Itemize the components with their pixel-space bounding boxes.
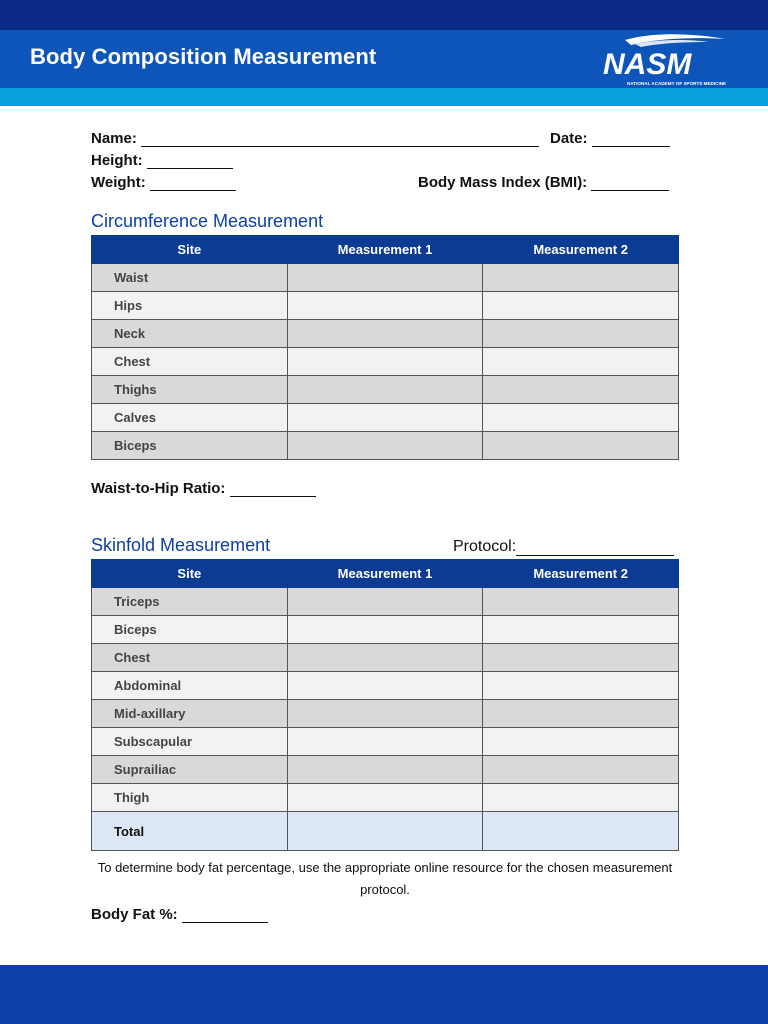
name-line[interactable] <box>141 132 539 147</box>
measurement-2-cell[interactable] <box>483 320 679 348</box>
protocol-line[interactable] <box>516 540 674 556</box>
column-header: Measurement 1 <box>287 236 483 264</box>
logo-subtext: NATIONAL ACADEMY OF SPORTS MEDICINE <box>627 81 727 86</box>
measurement-1-cell[interactable] <box>287 784 483 812</box>
site-cell: Chest <box>92 644 288 672</box>
measurement-1-cell[interactable] <box>287 432 483 460</box>
waist-hip-ratio-field[interactable] <box>91 480 316 497</box>
measurement-1-cell[interactable] <box>287 728 483 756</box>
table-row <box>92 616 679 644</box>
logo-wordmark: NASM <box>603 48 692 81</box>
name-field[interactable] <box>91 130 539 147</box>
column-header: Site <box>92 236 288 264</box>
measurement-1-cell[interactable] <box>287 672 483 700</box>
site-cell: Biceps <box>92 432 288 460</box>
body-fat-label: Body Fat %: <box>91 906 178 923</box>
header-top-bar <box>0 0 768 30</box>
measurement-1-cell[interactable] <box>287 404 483 432</box>
bmi-label: Body Mass Index (BMI): <box>418 174 588 191</box>
table-row <box>92 404 679 432</box>
measurement-2-cell[interactable] <box>483 728 679 756</box>
height-line[interactable] <box>147 154 233 169</box>
column-header: Measurement 2 <box>483 236 679 264</box>
table-row <box>92 432 679 460</box>
table-row <box>92 644 679 672</box>
column-header: Site <box>92 560 288 588</box>
site-cell: Abdominal <box>92 672 288 700</box>
total-label: Total <box>92 812 288 851</box>
waist-hip-ratio-label: Waist-to-Hip Ratio: <box>91 480 226 497</box>
table-row <box>92 728 679 756</box>
column-header: Measurement 2 <box>483 560 679 588</box>
measurement-2-cell[interactable] <box>483 264 679 292</box>
total-measurement-1-cell[interactable] <box>287 812 483 851</box>
table-row <box>92 348 679 376</box>
skinfold-title: Skinfold Measurement <box>91 535 271 555</box>
body-fat-note: To determine body fat percentage, use the appropriate online resource for the chosen measurement protocol. <box>97 860 673 897</box>
measurement-1-cell[interactable] <box>287 756 483 784</box>
measurement-2-cell[interactable] <box>483 348 679 376</box>
bmi-field[interactable] <box>418 174 669 191</box>
measurement-2-cell[interactable] <box>483 784 679 812</box>
circumference-title: Circumference Measurement <box>91 211 324 231</box>
site-cell: Chest <box>92 348 288 376</box>
skinfold-table <box>91 559 679 851</box>
waist-hip-ratio-line[interactable] <box>230 482 316 497</box>
measurement-2-cell[interactable] <box>483 756 679 784</box>
site-cell: Thighs <box>92 376 288 404</box>
protocol-field[interactable] <box>453 538 674 556</box>
site-cell: Subscapular <box>92 728 288 756</box>
body-fat-field[interactable] <box>91 906 268 923</box>
measurement-1-cell[interactable] <box>287 616 483 644</box>
table-row <box>92 376 679 404</box>
table-row <box>92 320 679 348</box>
site-cell: Waist <box>92 264 288 292</box>
date-label: Date: <box>550 130 588 147</box>
bmi-line[interactable] <box>591 176 669 191</box>
total-measurement-2-cell[interactable] <box>483 812 679 851</box>
table-row <box>92 588 679 616</box>
table-header-row <box>92 560 679 588</box>
table-row <box>92 672 679 700</box>
table-row <box>92 784 679 812</box>
measurement-2-cell[interactable] <box>483 700 679 728</box>
measurement-1-cell[interactable] <box>287 264 483 292</box>
measurement-2-cell[interactable] <box>483 432 679 460</box>
header-accent-strip <box>0 88 768 106</box>
measurement-1-cell[interactable] <box>287 320 483 348</box>
footer-bar <box>0 965 768 1024</box>
site-cell: Neck <box>92 320 288 348</box>
site-cell: Triceps <box>92 588 288 616</box>
name-label: Name: <box>91 130 137 147</box>
table-row <box>92 756 679 784</box>
measurement-2-cell[interactable] <box>483 292 679 320</box>
site-cell: Suprailiac <box>92 756 288 784</box>
measurement-2-cell[interactable] <box>483 588 679 616</box>
weight-field[interactable] <box>91 174 236 191</box>
table-row <box>92 292 679 320</box>
measurement-2-cell[interactable] <box>483 616 679 644</box>
measurement-2-cell[interactable] <box>483 644 679 672</box>
weight-line[interactable] <box>150 176 236 191</box>
measurement-2-cell[interactable] <box>483 672 679 700</box>
height-field[interactable] <box>91 152 233 169</box>
measurement-1-cell[interactable] <box>287 292 483 320</box>
body-fat-line[interactable] <box>182 908 268 923</box>
measurement-1-cell[interactable] <box>287 644 483 672</box>
weight-label: Weight: <box>91 174 146 191</box>
nasm-logo <box>597 30 742 88</box>
table-row <box>92 700 679 728</box>
measurement-1-cell[interactable] <box>287 348 483 376</box>
site-cell: Calves <box>92 404 288 432</box>
site-cell: Biceps <box>92 616 288 644</box>
date-field[interactable] <box>550 130 670 147</box>
measurement-2-cell[interactable] <box>483 404 679 432</box>
table-row <box>92 264 679 292</box>
column-header: Measurement 1 <box>287 560 483 588</box>
site-cell: Hips <box>92 292 288 320</box>
measurement-1-cell[interactable] <box>287 588 483 616</box>
height-label: Height: <box>91 152 143 169</box>
site-cell: Mid-axillary <box>92 700 288 728</box>
measurement-1-cell[interactable] <box>287 700 483 728</box>
measurement-1-cell[interactable] <box>287 376 483 404</box>
measurement-2-cell[interactable] <box>483 376 679 404</box>
total-row <box>92 812 679 851</box>
circumference-table <box>91 235 679 460</box>
table-header-row <box>92 236 679 264</box>
site-cell: Thigh <box>92 784 288 812</box>
date-line[interactable] <box>592 132 670 147</box>
page-title: Body Composition Measurement <box>30 44 377 69</box>
protocol-label: Protocol: <box>453 538 517 555</box>
